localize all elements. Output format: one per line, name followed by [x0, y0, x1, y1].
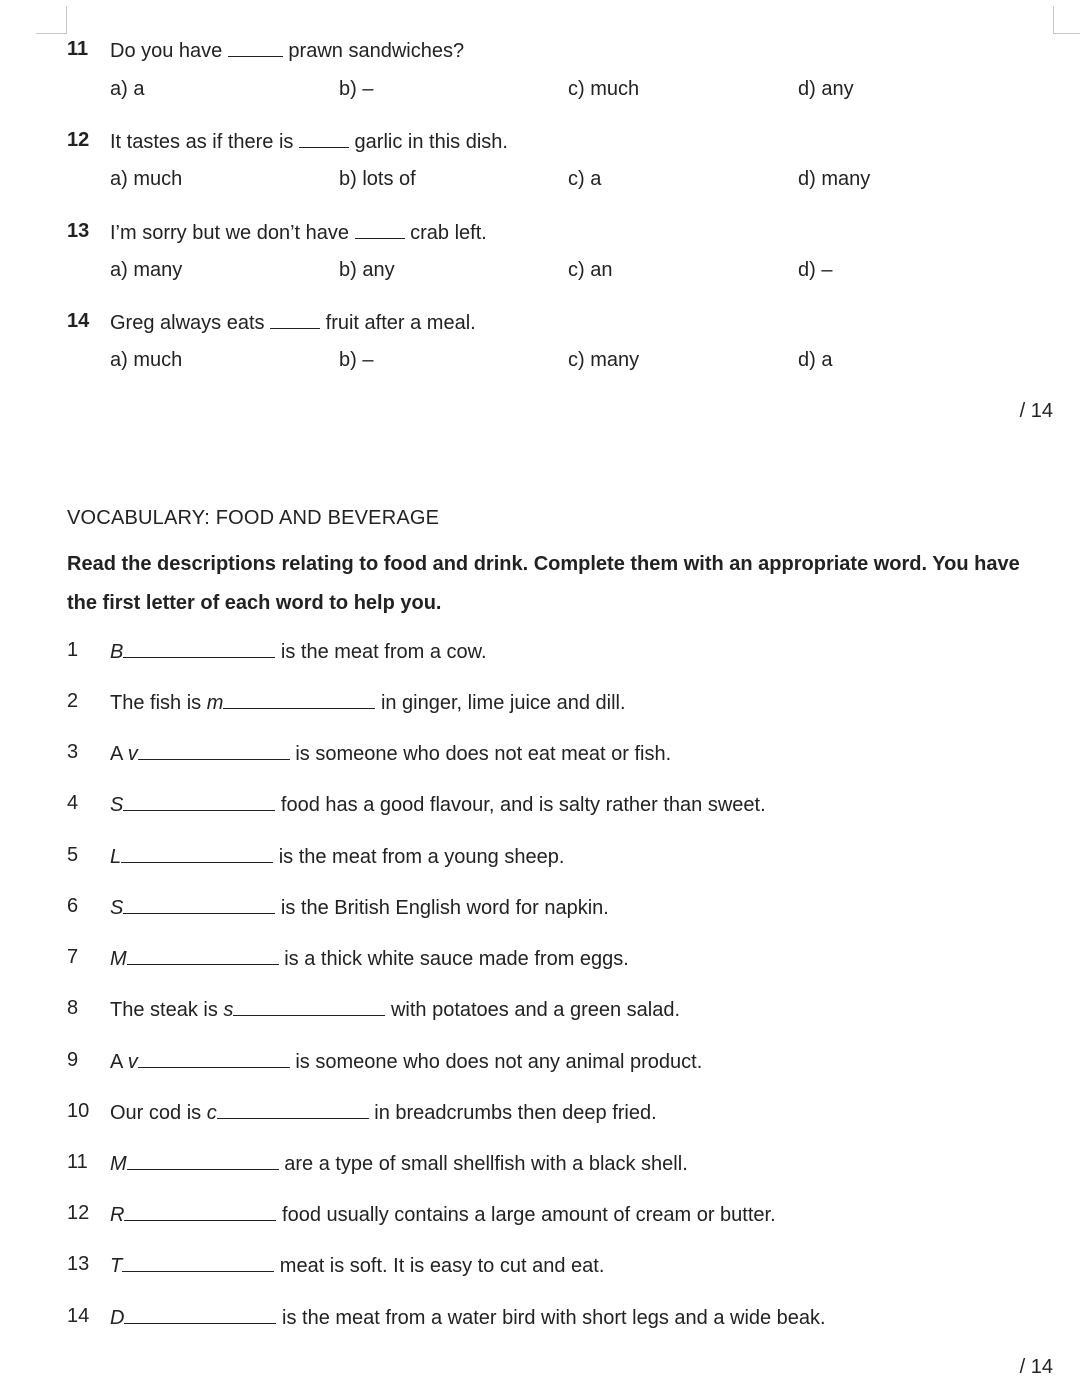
option-c[interactable]: c) much [568, 78, 640, 100]
question-number: 13 [67, 220, 90, 242]
option-c[interactable]: c) an [568, 259, 613, 281]
item-number: 3 [67, 741, 79, 763]
option-c[interactable]: c) many [568, 349, 640, 371]
option-b[interactable]: b) – [339, 349, 374, 371]
answer-blank[interactable] [127, 946, 279, 965]
section-title: VOCABULARY: FOOD AND BEVERAGE [67, 507, 440, 529]
item-text: S is the British English word for napkin. [110, 897, 609, 919]
option-b[interactable]: b) any [339, 259, 395, 281]
item-text: B is the meat from a cow. [110, 641, 487, 663]
grammar-score: / 14 [1019, 400, 1053, 422]
answer-blank[interactable] [217, 1100, 369, 1119]
answer-blank[interactable] [121, 844, 273, 863]
option-a[interactable]: a) much [110, 168, 183, 190]
option-b[interactable]: b) – [339, 78, 374, 100]
option-d[interactable]: d) any [798, 78, 854, 100]
first-letter: s [223, 999, 234, 1021]
item-text: S food has a good flavour, and is salty rather than sweet. [110, 794, 766, 816]
first-letter: R [110, 1204, 125, 1226]
item-number: 10 [67, 1100, 90, 1122]
first-letter: v [127, 743, 138, 765]
first-letter: B [110, 641, 124, 663]
item-number: 2 [67, 690, 79, 712]
answer-blank[interactable] [138, 1049, 290, 1068]
item-number: 7 [67, 946, 79, 968]
first-letter: S [110, 794, 124, 816]
answer-blank[interactable] [138, 741, 290, 760]
item-number: 9 [67, 1049, 79, 1071]
answer-blank[interactable] [123, 895, 275, 914]
question-number: 12 [67, 129, 90, 151]
option-a[interactable]: a) much [110, 349, 183, 371]
crop-mark-right-h [1053, 33, 1080, 34]
item-number: 1 [67, 639, 79, 661]
question-number: 11 [67, 38, 89, 60]
answer-blank[interactable] [223, 690, 375, 709]
answer-blank[interactable] [123, 639, 275, 658]
item-text: The fish is m in ginger, lime juice and dill. [110, 692, 626, 714]
item-text: R food usually contains a large amount of cream or butter. [110, 1204, 776, 1226]
answer-blank[interactable] [355, 220, 405, 239]
first-letter: m [206, 692, 224, 714]
answer-blank[interactable] [299, 129, 349, 148]
answer-blank[interactable] [270, 310, 320, 329]
option-d[interactable]: d) a [798, 349, 833, 371]
option-a[interactable]: a) a [110, 78, 145, 100]
first-letter: T [110, 1255, 123, 1277]
item-number: 14 [67, 1305, 90, 1327]
question-text: Greg always eats fruit after a meal. [110, 312, 476, 334]
first-letter: M [110, 1153, 127, 1175]
instructions: Read the descriptions relating to food and drink. Complete them with an appropriate word. You have the first letter of each word to help you. [67, 553, 1020, 614]
first-letter: M [110, 948, 127, 970]
question-number: 14 [67, 310, 90, 332]
item-text: L is the meat from a young sheep. [110, 846, 565, 868]
first-letter: v [127, 1051, 138, 1073]
option-d[interactable]: d) many [798, 168, 871, 190]
item-number: 4 [67, 792, 79, 814]
item-number: 5 [67, 844, 79, 866]
item-text: A v is someone who does not eat meat or fish. [110, 743, 672, 765]
first-letter: L [110, 846, 122, 868]
option-c[interactable]: c) a [568, 168, 602, 190]
answer-blank[interactable] [122, 1253, 274, 1272]
answer-blank[interactable] [228, 38, 283, 57]
item-number: 12 [67, 1202, 90, 1224]
first-letter: D [110, 1307, 125, 1329]
answer-blank[interactable] [127, 1151, 279, 1170]
item-text: M is a thick white sauce made from eggs. [110, 948, 629, 970]
first-letter: S [110, 897, 124, 919]
answer-blank[interactable] [233, 997, 385, 1016]
item-text: A v is someone who does not any animal product. [110, 1051, 703, 1073]
item-text: M are a type of small shellfish with a black shell. [110, 1153, 688, 1175]
option-b[interactable]: b) lots of [339, 168, 416, 190]
crop-mark-right-v [1053, 6, 1054, 33]
item-text: D is the meat from a water bird with short legs and a wide beak. [110, 1307, 826, 1329]
answer-blank[interactable] [124, 1305, 276, 1324]
crop-mark-left-v [66, 6, 67, 33]
first-letter: c [206, 1102, 217, 1124]
option-d[interactable]: d) – [798, 259, 833, 281]
item-text: T meat is soft. It is easy to cut and eat. [110, 1255, 605, 1277]
item-text: Our cod is c in breadcrumbs then deep fried. [110, 1102, 657, 1124]
item-number: 6 [67, 895, 79, 917]
item-number: 13 [67, 1253, 90, 1275]
option-a[interactable]: a) many [110, 259, 183, 281]
item-text: The steak is s with potatoes and a green salad. [110, 999, 681, 1021]
answer-blank[interactable] [123, 792, 275, 811]
item-number: 11 [67, 1151, 88, 1173]
vocabulary-score: / 14 [1019, 1356, 1053, 1378]
answer-blank[interactable] [124, 1202, 276, 1221]
question-text: I’m sorry but we don’t have crab left. [110, 222, 487, 244]
question-text: Do you have prawn sandwiches? [110, 40, 465, 62]
question-text: It tastes as if there is garlic in this dish. [110, 131, 508, 153]
item-number: 8 [67, 997, 79, 1019]
crop-mark-left-h [36, 33, 67, 34]
